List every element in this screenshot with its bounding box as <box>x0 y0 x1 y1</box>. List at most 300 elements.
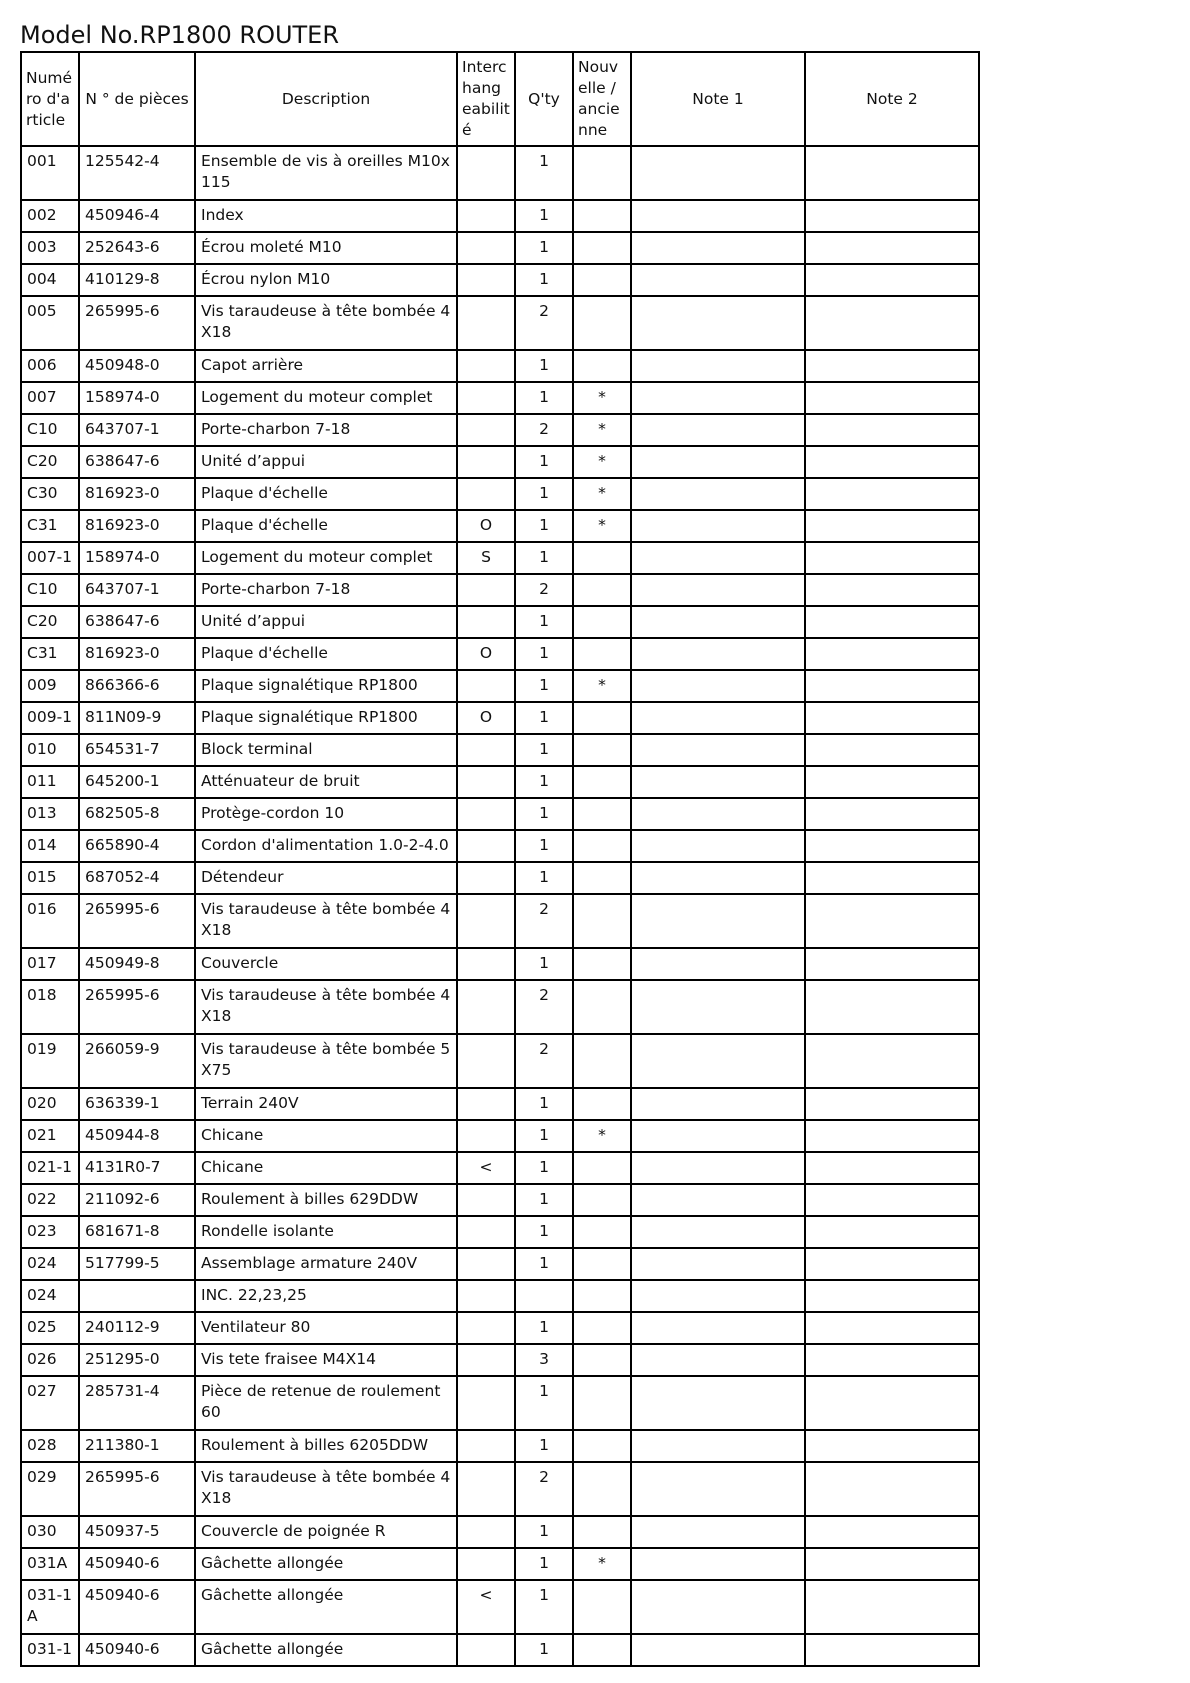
cell-note-1 <box>631 1344 805 1376</box>
cell-item-no: 015 <box>21 862 79 894</box>
table-row <box>21 264 979 296</box>
cell-new-old <box>573 734 631 766</box>
cell-item-no: 025 <box>21 1312 79 1344</box>
cell-note-1 <box>631 1430 805 1462</box>
cell-note-2 <box>805 1088 979 1120</box>
cell-new-old <box>573 948 631 980</box>
cell-qty: 1 <box>515 948 573 980</box>
cell-note-2 <box>805 1430 979 1462</box>
cell-item-no: C10 <box>21 414 79 446</box>
table-row <box>21 1248 979 1280</box>
cell-interchangeability <box>457 382 515 414</box>
cell-item-no: C31 <box>21 638 79 670</box>
cell-description: Ensemble de vis à oreilles M10x115 <box>195 146 457 200</box>
table-row <box>21 1088 979 1120</box>
cell-interchangeability <box>457 862 515 894</box>
cell-part-no: 211380-1 <box>79 1430 195 1462</box>
cell-new-old <box>573 542 631 574</box>
cell-item-no: 003 <box>21 232 79 264</box>
cell-qty: 1 <box>515 264 573 296</box>
cell-note-2 <box>805 382 979 414</box>
cell-note-2 <box>805 894 979 948</box>
cell-note-2 <box>805 1462 979 1516</box>
cell-note-1 <box>631 1248 805 1280</box>
table-row <box>21 1580 979 1634</box>
cell-description: Unité d’appui <box>195 446 457 478</box>
cell-description: Porte-charbon 7-18 <box>195 414 457 446</box>
cell-note-2 <box>805 1248 979 1280</box>
header-part-no: N ° de pièces <box>79 52 195 146</box>
cell-new-old <box>573 574 631 606</box>
table-row <box>21 1312 979 1344</box>
table-row <box>21 1376 979 1430</box>
cell-qty: 1 <box>515 702 573 734</box>
cell-qty: 1 <box>515 638 573 670</box>
cell-item-no: C20 <box>21 606 79 638</box>
cell-part-no: 266059-9 <box>79 1034 195 1088</box>
cell-part-no: 158974-0 <box>79 542 195 574</box>
cell-new-old <box>573 766 631 798</box>
cell-interchangeability <box>457 1376 515 1430</box>
cell-part-no: 866366-6 <box>79 670 195 702</box>
parts-table <box>20 51 980 1667</box>
table-body <box>21 146 979 1666</box>
table-row <box>21 1280 979 1312</box>
cell-description: Chicane <box>195 1120 457 1152</box>
cell-item-no: 030 <box>21 1516 79 1548</box>
cell-note-2 <box>805 862 979 894</box>
cell-interchangeability <box>457 146 515 200</box>
cell-interchangeability <box>457 478 515 510</box>
cell-note-1 <box>631 510 805 542</box>
table-row <box>21 980 979 1034</box>
cell-part-no: 682505-8 <box>79 798 195 830</box>
cell-part-no: 654531-7 <box>79 734 195 766</box>
cell-interchangeability <box>457 798 515 830</box>
cell-description: Vis taraudeuse à tête bombée 4X18 <box>195 296 457 350</box>
cell-item-no: 006 <box>21 350 79 382</box>
cell-note-1 <box>631 296 805 350</box>
table-row <box>21 702 979 734</box>
cell-interchangeability <box>457 1216 515 1248</box>
cell-qty: 1 <box>515 350 573 382</box>
table-row <box>21 766 979 798</box>
cell-part-no: 636339-1 <box>79 1088 195 1120</box>
cell-qty: 1 <box>515 1184 573 1216</box>
table-row <box>21 948 979 980</box>
cell-item-no: 014 <box>21 830 79 862</box>
cell-item-no: 031A <box>21 1548 79 1580</box>
cell-note-2 <box>805 1034 979 1088</box>
cell-item-no: 007 <box>21 382 79 414</box>
cell-item-no: 002 <box>21 200 79 232</box>
cell-note-1 <box>631 382 805 414</box>
table-row <box>21 638 979 670</box>
cell-new-old <box>573 264 631 296</box>
cell-item-no: 007-1 <box>21 542 79 574</box>
cell-note-1 <box>631 1312 805 1344</box>
cell-description: Block terminal <box>195 734 457 766</box>
cell-item-no: 009-1 <box>21 702 79 734</box>
cell-part-no: 265995-6 <box>79 894 195 948</box>
cell-qty: 1 <box>515 606 573 638</box>
cell-qty: 1 <box>515 1376 573 1430</box>
table-row <box>21 1516 979 1548</box>
cell-note-1 <box>631 1280 805 1312</box>
cell-part-no: 811N09-9 <box>79 702 195 734</box>
cell-part-no: 265995-6 <box>79 980 195 1034</box>
cell-part-no: 638647-6 <box>79 446 195 478</box>
cell-interchangeability <box>457 894 515 948</box>
header-interchangeability: Interchangeabilité <box>457 52 515 146</box>
cell-qty: 1 <box>515 1548 573 1580</box>
table-row <box>21 1634 979 1666</box>
cell-note-2 <box>805 1376 979 1430</box>
table-row <box>21 830 979 862</box>
cell-new-old <box>573 1376 631 1430</box>
cell-new-old: * <box>573 382 631 414</box>
cell-part-no: 125542-4 <box>79 146 195 200</box>
cell-description: Couvercle de poignée R <box>195 1516 457 1548</box>
cell-description: Plaque d'échelle <box>195 510 457 542</box>
cell-note-1 <box>631 798 805 830</box>
cell-note-1 <box>631 414 805 446</box>
cell-note-2 <box>805 830 979 862</box>
cell-part-no: 450946-4 <box>79 200 195 232</box>
cell-new-old <box>573 350 631 382</box>
cell-note-1 <box>631 478 805 510</box>
cell-item-no: C30 <box>21 478 79 510</box>
table-row <box>21 296 979 350</box>
cell-qty: 1 <box>515 446 573 478</box>
cell-interchangeability <box>457 734 515 766</box>
cell-part-no: 285731-4 <box>79 1376 195 1430</box>
header-description: Description <box>195 52 457 146</box>
cell-qty: 1 <box>515 798 573 830</box>
cell-description: Ventilateur 80 <box>195 1312 457 1344</box>
cell-interchangeability <box>457 1548 515 1580</box>
cell-note-1 <box>631 830 805 862</box>
cell-note-2 <box>805 574 979 606</box>
cell-description: Index <box>195 200 457 232</box>
cell-note-1 <box>631 670 805 702</box>
cell-qty: 1 <box>515 1634 573 1666</box>
cell-note-1 <box>631 1034 805 1088</box>
cell-part-no <box>79 1280 195 1312</box>
cell-description: Cordon d'alimentation 1.0-2-4.0 <box>195 830 457 862</box>
cell-part-no: 681671-8 <box>79 1216 195 1248</box>
cell-description: Couvercle <box>195 948 457 980</box>
cell-note-1 <box>631 1152 805 1184</box>
cell-new-old <box>573 702 631 734</box>
cell-interchangeability: O <box>457 638 515 670</box>
table-row <box>21 1216 979 1248</box>
cell-note-2 <box>805 296 979 350</box>
cell-part-no: 643707-1 <box>79 574 195 606</box>
cell-new-old <box>573 1516 631 1548</box>
header-note-1: Note 1 <box>631 52 805 146</box>
table-row <box>21 1548 979 1580</box>
table-row <box>21 1462 979 1516</box>
cell-part-no: 450940-6 <box>79 1634 195 1666</box>
cell-item-no: 009 <box>21 670 79 702</box>
table-row <box>21 478 979 510</box>
cell-interchangeability <box>457 670 515 702</box>
cell-description: Détendeur <box>195 862 457 894</box>
cell-part-no: 816923-0 <box>79 638 195 670</box>
cell-new-old <box>573 1634 631 1666</box>
cell-description: Plaque signalétique RP1800 <box>195 702 457 734</box>
cell-part-no: 265995-6 <box>79 296 195 350</box>
cell-new-old <box>573 1216 631 1248</box>
cell-note-1 <box>631 1216 805 1248</box>
cell-interchangeability <box>457 1634 515 1666</box>
cell-note-2 <box>805 1548 979 1580</box>
cell-part-no: 450940-6 <box>79 1548 195 1580</box>
page-title: Model No.RP1800 ROUTER <box>20 21 340 49</box>
cell-interchangeability <box>457 1280 515 1312</box>
cell-note-1 <box>631 638 805 670</box>
cell-new-old <box>573 200 631 232</box>
cell-new-old <box>573 862 631 894</box>
cell-note-1 <box>631 766 805 798</box>
cell-description: Chicane <box>195 1152 457 1184</box>
cell-note-1 <box>631 1548 805 1580</box>
cell-item-no: 001 <box>21 146 79 200</box>
cell-interchangeability <box>457 1184 515 1216</box>
table-row <box>21 350 979 382</box>
cell-interchangeability: S <box>457 542 515 574</box>
cell-qty: 1 <box>515 1248 573 1280</box>
cell-new-old <box>573 1580 631 1634</box>
cell-part-no: 450944-8 <box>79 1120 195 1152</box>
cell-interchangeability <box>457 574 515 606</box>
cell-note-2 <box>805 414 979 446</box>
cell-item-no: 013 <box>21 798 79 830</box>
cell-note-2 <box>805 1184 979 1216</box>
cell-item-no: 018 <box>21 980 79 1034</box>
cell-new-old <box>573 1344 631 1376</box>
table-row <box>21 734 979 766</box>
cell-part-no: 450949-8 <box>79 948 195 980</box>
cell-note-1 <box>631 1120 805 1152</box>
cell-qty: 1 <box>515 200 573 232</box>
cell-interchangeability <box>457 1034 515 1088</box>
cell-note-1 <box>631 1462 805 1516</box>
cell-new-old <box>573 1248 631 1280</box>
cell-description: Plaque signalétique RP1800 <box>195 670 457 702</box>
cell-description: Assemblage armature 240V <box>195 1248 457 1280</box>
cell-item-no: 004 <box>21 264 79 296</box>
cell-note-1 <box>631 264 805 296</box>
cell-interchangeability: O <box>457 510 515 542</box>
cell-note-2 <box>805 1312 979 1344</box>
cell-item-no: 031-1 <box>21 1634 79 1666</box>
cell-qty: 1 <box>515 542 573 574</box>
cell-note-2 <box>805 200 979 232</box>
cell-interchangeability <box>457 1430 515 1462</box>
cell-description: Logement du moteur complet <box>195 542 457 574</box>
cell-interchangeability <box>457 766 515 798</box>
cell-qty: 1 <box>515 1516 573 1548</box>
cell-note-1 <box>631 446 805 478</box>
table-row <box>21 670 979 702</box>
cell-description: Écrou moleté M10 <box>195 232 457 264</box>
cell-note-1 <box>631 1088 805 1120</box>
cell-note-2 <box>805 980 979 1034</box>
cell-item-no: 022 <box>21 1184 79 1216</box>
cell-description: Logement du moteur complet <box>195 382 457 414</box>
cell-qty: 1 <box>515 830 573 862</box>
cell-item-no: 031-1A <box>21 1580 79 1634</box>
cell-part-no: 643707-1 <box>79 414 195 446</box>
cell-qty: 2 <box>515 980 573 1034</box>
header-item-no: Numéro d'article <box>21 52 79 146</box>
cell-description: Unité d’appui <box>195 606 457 638</box>
cell-note-2 <box>805 1516 979 1548</box>
cell-new-old <box>573 980 631 1034</box>
cell-part-no: 410129-8 <box>79 264 195 296</box>
cell-item-no: 024 <box>21 1248 79 1280</box>
cell-interchangeability <box>457 296 515 350</box>
cell-description: Vis taraudeuse à tête bombée 4X18 <box>195 1462 457 1516</box>
cell-part-no: 687052-4 <box>79 862 195 894</box>
cell-new-old <box>573 606 631 638</box>
cell-note-1 <box>631 734 805 766</box>
cell-qty: 1 <box>515 478 573 510</box>
table-row <box>21 232 979 264</box>
cell-note-2 <box>805 542 979 574</box>
cell-item-no: 019 <box>21 1034 79 1088</box>
cell-new-old <box>573 1152 631 1184</box>
cell-new-old: * <box>573 478 631 510</box>
cell-part-no: 251295-0 <box>79 1344 195 1376</box>
cell-item-no: 017 <box>21 948 79 980</box>
cell-note-2 <box>805 1280 979 1312</box>
cell-description: Protège-cordon 10 <box>195 798 457 830</box>
cell-interchangeability <box>457 948 515 980</box>
cell-description: Roulement à billes 629DDW <box>195 1184 457 1216</box>
cell-interchangeability <box>457 264 515 296</box>
cell-note-1 <box>631 948 805 980</box>
cell-qty <box>515 1280 573 1312</box>
cell-part-no: 240112-9 <box>79 1312 195 1344</box>
cell-note-2 <box>805 798 979 830</box>
cell-note-2 <box>805 264 979 296</box>
page-cut-edge <box>0 1670 1190 1683</box>
cell-part-no: 265995-6 <box>79 1462 195 1516</box>
cell-note-1 <box>631 350 805 382</box>
cell-description: Gâchette allongée <box>195 1634 457 1666</box>
cell-description: Gâchette allongée <box>195 1548 457 1580</box>
cell-part-no: 816923-0 <box>79 510 195 542</box>
cell-note-2 <box>805 478 979 510</box>
cell-qty: 1 <box>515 1088 573 1120</box>
cell-new-old <box>573 1088 631 1120</box>
cell-description: Roulement à billes 6205DDW <box>195 1430 457 1462</box>
cell-qty: 2 <box>515 894 573 948</box>
cell-note-2 <box>805 1152 979 1184</box>
cell-description: Terrain 240V <box>195 1088 457 1120</box>
cell-new-old <box>573 638 631 670</box>
cell-qty: 1 <box>515 510 573 542</box>
cell-new-old <box>573 296 631 350</box>
cell-qty: 1 <box>515 1120 573 1152</box>
cell-item-no: 010 <box>21 734 79 766</box>
cell-interchangeability <box>457 200 515 232</box>
cell-qty: 1 <box>515 734 573 766</box>
cell-note-1 <box>631 146 805 200</box>
table-row <box>21 200 979 232</box>
cell-interchangeability <box>457 232 515 264</box>
cell-note-1 <box>631 702 805 734</box>
cell-interchangeability <box>457 606 515 638</box>
cell-note-1 <box>631 1634 805 1666</box>
cell-note-1 <box>631 1376 805 1430</box>
cell-description: Pièce de retenue de roulement 60 <box>195 1376 457 1430</box>
cell-description: Capot arrière <box>195 350 457 382</box>
cell-item-no: C10 <box>21 574 79 606</box>
cell-interchangeability <box>457 414 515 446</box>
cell-new-old: * <box>573 670 631 702</box>
table-row <box>21 798 979 830</box>
cell-interchangeability: < <box>457 1152 515 1184</box>
cell-note-1 <box>631 980 805 1034</box>
cell-new-old <box>573 1184 631 1216</box>
cell-note-2 <box>805 146 979 200</box>
cell-qty: 1 <box>515 232 573 264</box>
cell-description: Plaque d'échelle <box>195 638 457 670</box>
cell-item-no: C20 <box>21 446 79 478</box>
cell-note-2 <box>805 1634 979 1666</box>
cell-qty: 1 <box>515 1152 573 1184</box>
cell-interchangeability <box>457 350 515 382</box>
cell-part-no: 450948-0 <box>79 350 195 382</box>
cell-part-no: 158974-0 <box>79 382 195 414</box>
table-row <box>21 1034 979 1088</box>
cell-item-no: 027 <box>21 1376 79 1430</box>
cell-new-old <box>573 894 631 948</box>
cell-new-old: * <box>573 1120 631 1152</box>
cell-item-no: 029 <box>21 1462 79 1516</box>
cell-note-2 <box>805 350 979 382</box>
header-qty: Q'ty <box>515 52 573 146</box>
cell-part-no: 450937-5 <box>79 1516 195 1548</box>
cell-item-no: 016 <box>21 894 79 948</box>
table-row <box>21 1152 979 1184</box>
cell-interchangeability <box>457 1312 515 1344</box>
table-row <box>21 414 979 446</box>
cell-interchangeability <box>457 980 515 1034</box>
cell-item-no: 011 <box>21 766 79 798</box>
cell-note-1 <box>631 574 805 606</box>
cell-part-no: 252643-6 <box>79 232 195 264</box>
cell-part-no: 211092-6 <box>79 1184 195 1216</box>
cell-new-old <box>573 1312 631 1344</box>
table-row <box>21 894 979 948</box>
cell-qty: 1 <box>515 1216 573 1248</box>
cell-qty: 2 <box>515 1462 573 1516</box>
cell-new-old <box>573 830 631 862</box>
cell-note-1 <box>631 200 805 232</box>
cell-interchangeability: < <box>457 1580 515 1634</box>
header-row <box>21 52 979 146</box>
cell-item-no: 020 <box>21 1088 79 1120</box>
cell-note-2 <box>805 702 979 734</box>
cell-description: Rondelle isolante <box>195 1216 457 1248</box>
cell-new-old <box>573 798 631 830</box>
cell-description: Plaque d'échelle <box>195 478 457 510</box>
